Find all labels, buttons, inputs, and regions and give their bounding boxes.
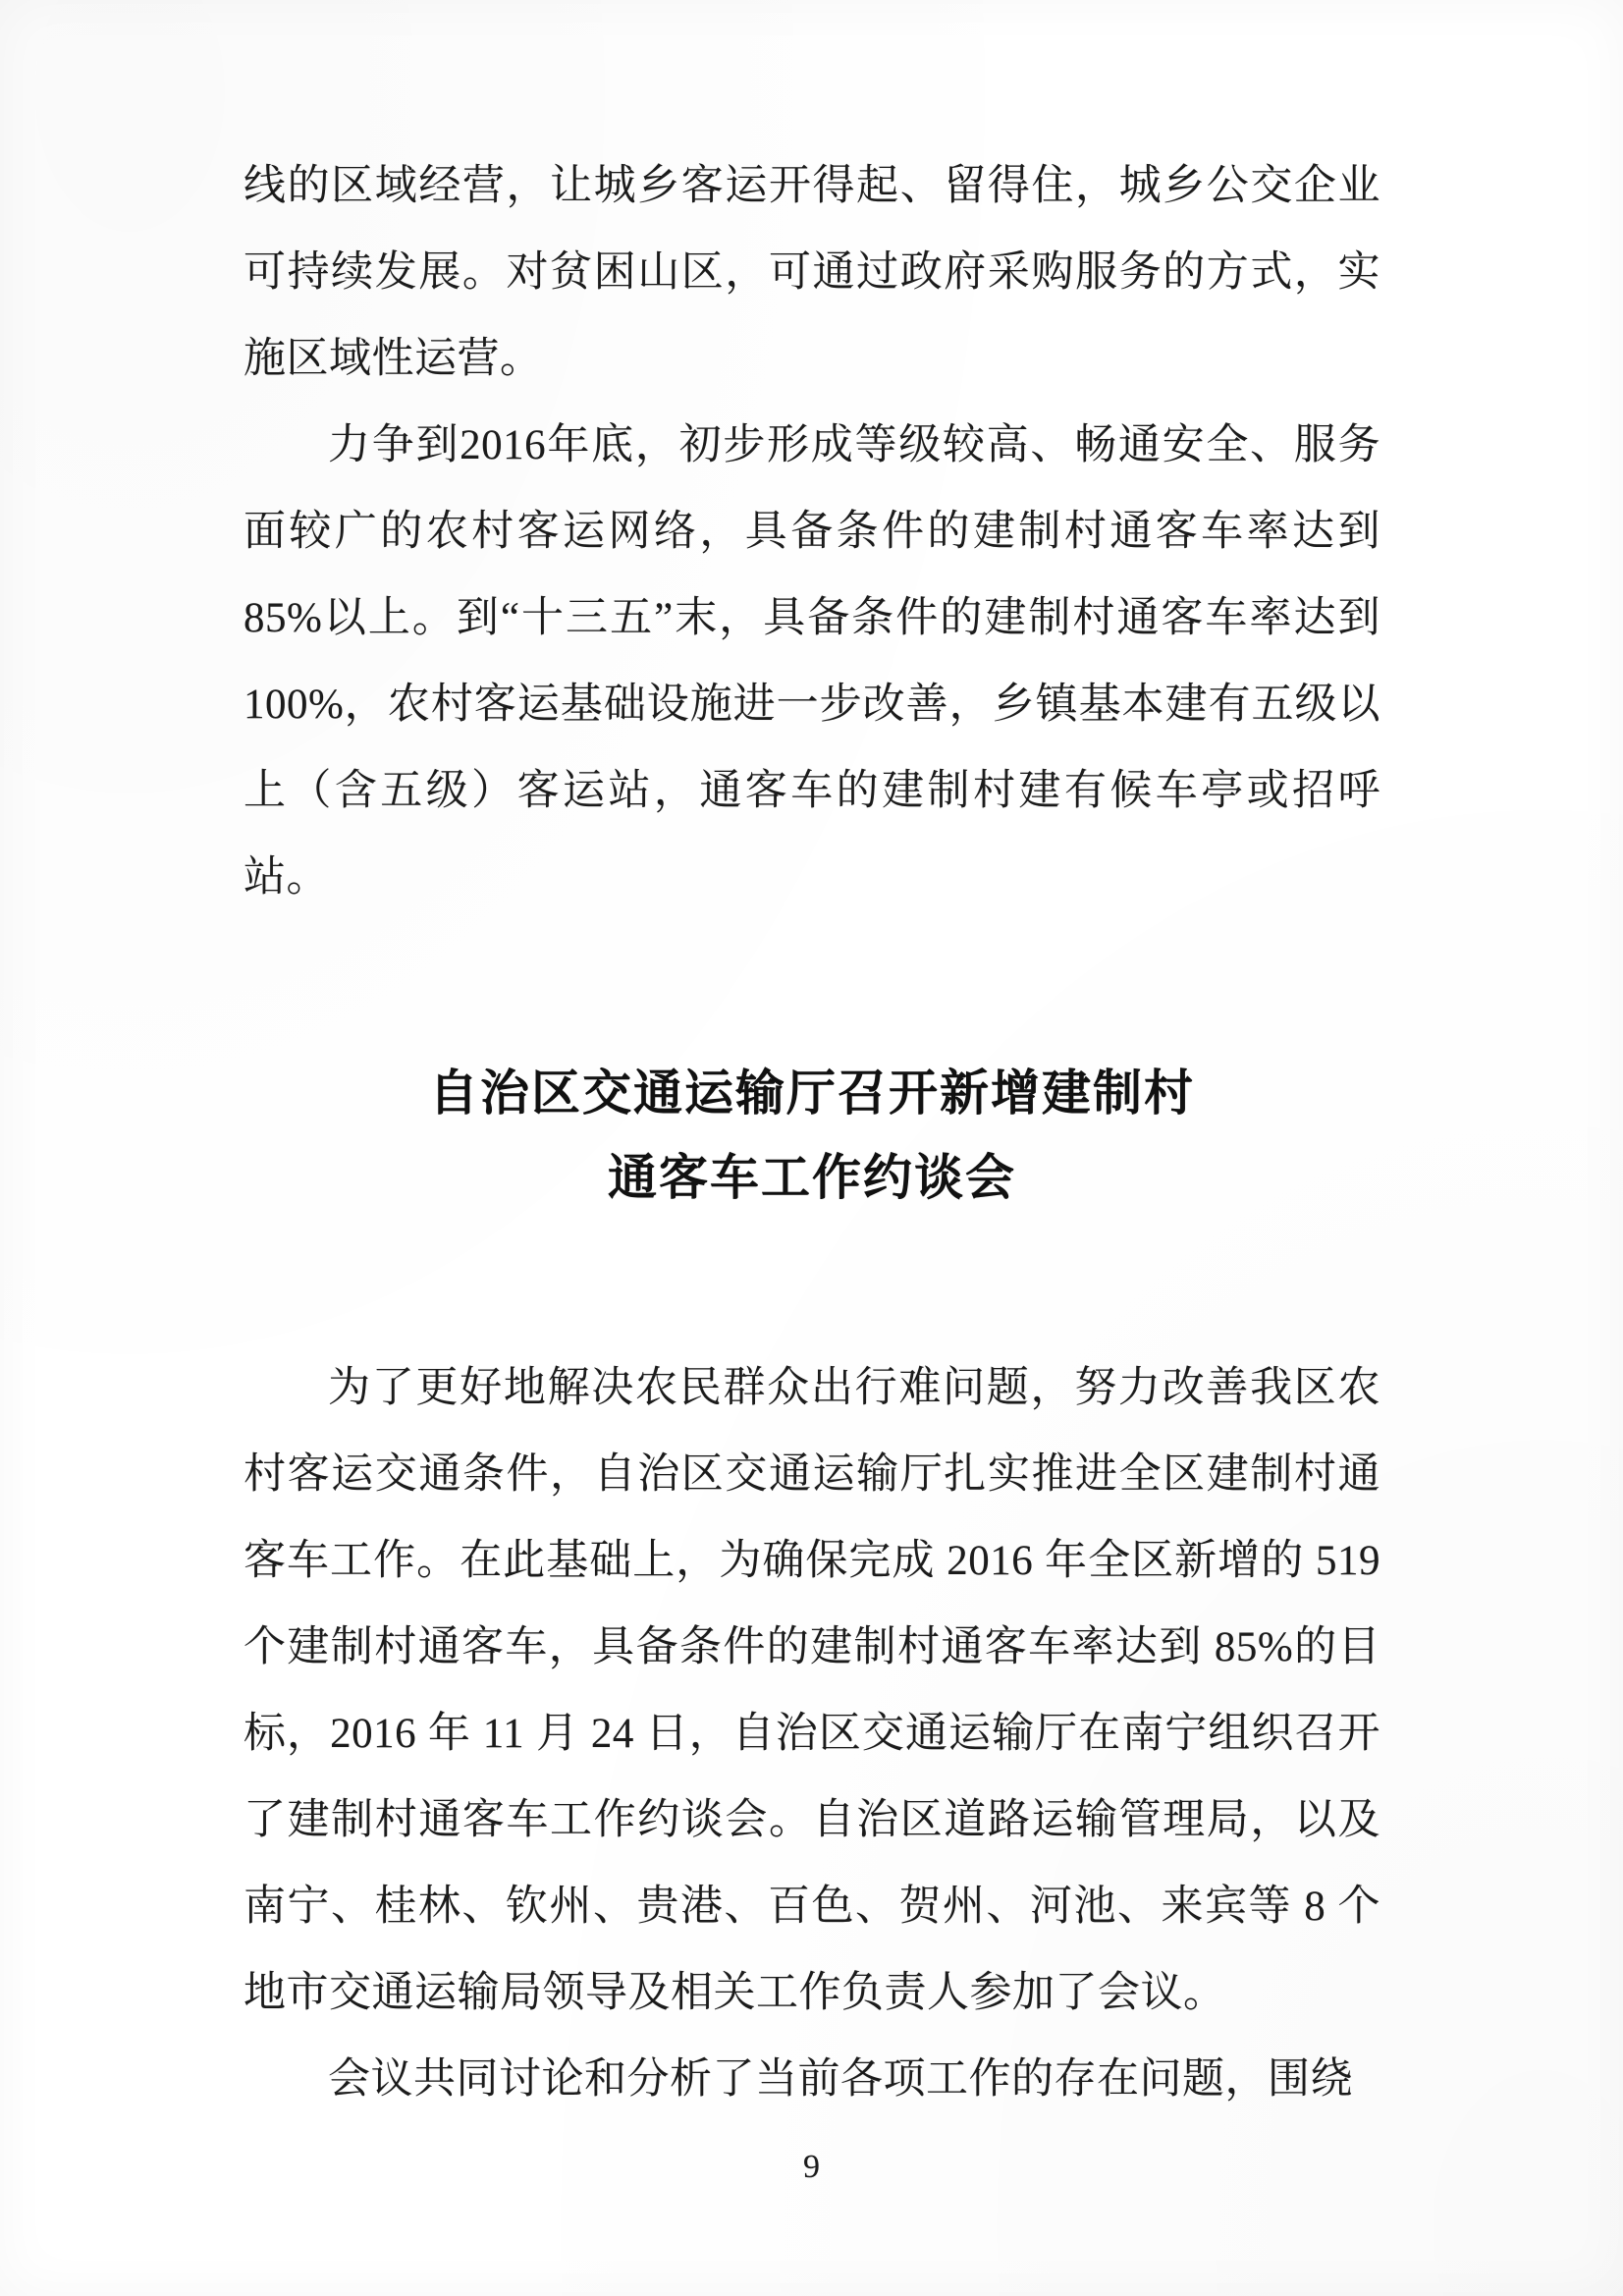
body-paragraph-goals: 力争到2016年底，初步形成等级较高、畅通安全、服务面较广的农村客运网络，具备条件的建制村通客车率达到85%以上。到“十三五”末，具备条件的建制村通客车率达到100%，农村客运基础设施进一步改善，乡镇基本建有五级以上（含五级）客运站，通客车的建制村建有候车亭或招呼站。: [243, 422, 1380, 901]
body-paragraph-continued: 线的区域经营，让城乡客运开得起、留得住，城乡公交企业可持续发展。对贫困山区，可通过政府采购服务的方式，实施区域性运营。: [243, 163, 1380, 382]
article-title-line-1: 自治区交通运输厅召开新增建制村: [429, 1066, 1195, 1121]
article-paragraph-1: 为了更好地解决农民群众出行难问题，努力改善我区农村客运交通条件，自治区交通运输厅扎实推进全区建制村通客车工作。在此基础上，为确保完成 2016 年全区新增的 519 个建制村通客车，具备条件的建制村通客车率达到 85%的目标，2016 年 11 月 24 日，自治区交通运输厅在南宁组织召开了建制村通客车工作约谈会。自治区道路运输管理局，以及南宁、桂林、钦州、贵港、百色、贺州、河池、来宾等 8 个地市交通运输局领导及相关工作负责人参加了会议。: [243, 1365, 1380, 2016]
article-paragraph-2: 会议共同讨论和分析了当前各项工作的存在问题，围绕: [328, 2056, 1353, 2103]
title-spacer-above: [243, 921, 1380, 1051]
page-content: [243, 143, 1380, 2123]
article-title: [243, 1051, 1380, 1220]
title-spacer-below: [243, 1220, 1380, 1345]
article-title-line-2: 通客车工作约谈会: [608, 1150, 1016, 1205]
page-number: 9: [803, 2149, 820, 2185]
